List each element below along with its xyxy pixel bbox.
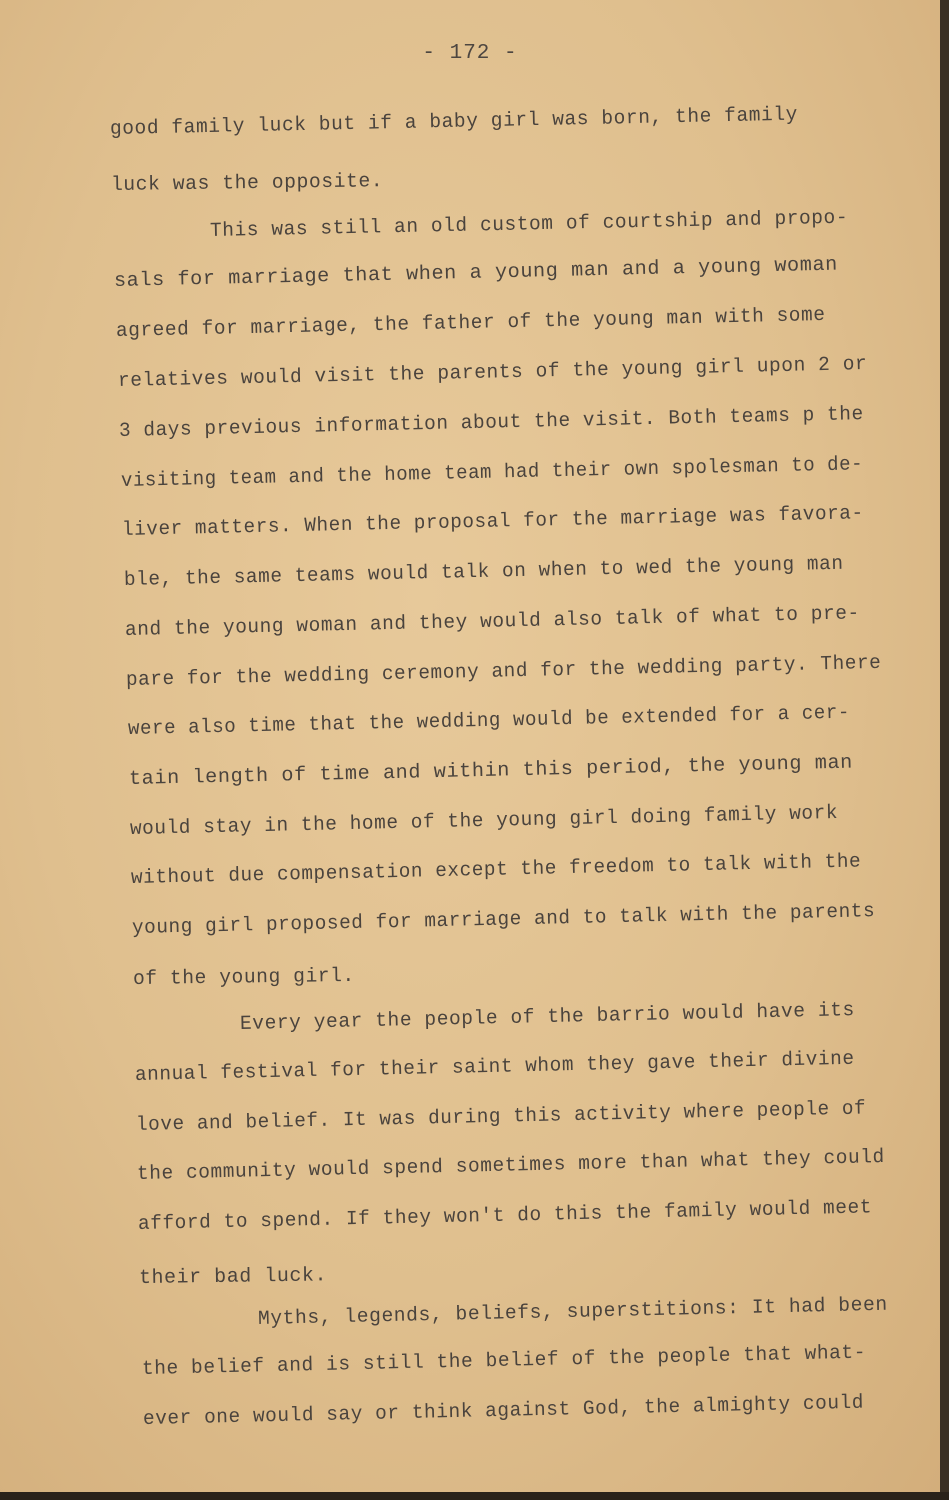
text-line: the community would spend sometimes more than what they could	[136, 1146, 886, 1186]
text-line: tain length of time and within this period, the young man	[128, 751, 854, 791]
text-line: Every year the people of the barrio would have its	[239, 999, 856, 1036]
text-line: annual festival for their saint whom they gave their divine	[134, 1047, 855, 1087]
text-line: good family luck but if a baby girl was born, the family	[109, 103, 799, 141]
text-line: of the young girl.	[132, 964, 355, 991]
text-line: would stay in the home of the young girl doing family work	[129, 801, 839, 841]
text-line: were also time that the wedding would be extended for a cer-	[127, 701, 851, 741]
text-line: relatives would visit the parents of the young girl upon 2 or	[117, 352, 868, 393]
text-line: love and belief. It was during this activity where people of	[135, 1097, 867, 1137]
text-line: without due compensation except the freedom to talk with the	[130, 850, 862, 890]
text-line: Myths, legends, beliefs, superstitions: It had been	[257, 1293, 888, 1331]
text-line: pare for the wedding ceremony and for the wedding party. There	[125, 651, 882, 692]
text-line: visiting team and the home team had their own spolesman to de-	[120, 453, 864, 493]
page-bottom-shadow	[0, 1492, 949, 1500]
text-line: 3 days previous information about the visit. Both teams p the	[118, 403, 864, 443]
text-line: the belief and is still the belief of the people that what-	[141, 1341, 867, 1381]
text-line: sals for marriage that when a young man and a young woman	[113, 253, 839, 293]
text-line: luck was the opposite.	[110, 170, 384, 197]
text-line: agreed for marriage, the father of the young man with some	[115, 303, 826, 343]
text-line: ever one would say or think against God, the almighty could	[142, 1391, 865, 1431]
page-number: - 172 -	[422, 42, 518, 65]
text-line: ble, the same teams would talk on when to wed the young man	[123, 552, 844, 592]
text-line: afford to spend. If they won't do this the family would meet	[137, 1196, 873, 1236]
text-line: liver matters. When the proposal for the marriage was favora-	[121, 502, 864, 542]
text-line: young girl proposed for marriage and to talk with the parents	[131, 900, 876, 940]
text-line: This was still an old custom of courtship and propo-	[209, 206, 849, 243]
text-line: and the young woman and they would also talk of what to pre-	[124, 602, 861, 642]
text-line: their bad luck.	[138, 1264, 328, 1290]
page-edge-shadow	[940, 0, 949, 1500]
